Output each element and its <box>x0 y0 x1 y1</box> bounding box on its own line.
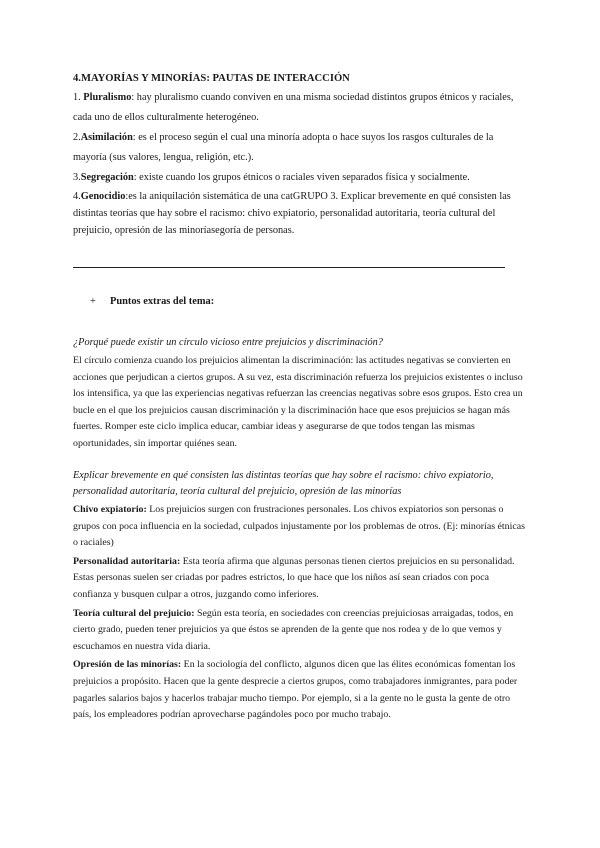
definitions-list <box>73 88 529 239</box>
question-1: ¿Porqué puede existir un círculo vicioso entre prejuicios y discriminación? <box>73 337 383 348</box>
definition-term: Segregación <box>80 172 134 183</box>
theory-term: Opresión de las minorías: <box>73 659 182 671</box>
definition-term: Pluralismo <box>83 92 132 103</box>
question-1-block <box>73 335 529 453</box>
theory-item: Chivo expiatorio: Los prejuicios surgen con frustraciones personales. Los chivos expiatorios son personas o grupos con poca influencia en la sociedad, culpados injustamente por los problemas de otros. (Ej: minorías étnicas o raciales) <box>73 504 525 549</box>
definition-term: Genocidio <box>80 191 126 202</box>
definition-term: Asimilación <box>80 132 133 143</box>
horizontal-divider <box>73 267 505 268</box>
definition-item: 4.Genocidio:es la aniquilación sistemática de una catGRUPO 3. Explicar brevemente en qué consisten las distintas teorías que hay sobre el racismo: chivo expiatorio, personalidad autoritaria, teoría cultural del prejuicio, opresión de las minoríasegoría de personas. <box>73 191 511 236</box>
theory-item: Teoría cultural del prejuicio: Según esta teoría, en sociedades con creencias prejuiciosas arraigadas, todos, en cierto grado, pueden tener prejuicios ya que éstos se aprenden de la gente que nos rodea y de lo que vemos y escuchamos en nuestra vida diaria. <box>73 607 514 652</box>
theory-term: Teoría cultural del prejuicio: <box>73 607 195 619</box>
definition-item: 3.Segregación: existe cuando los grupos étnicos o raciales viven separados física y socialmente. <box>73 172 470 183</box>
question-2-block <box>73 468 529 500</box>
theory-term: Chivo expiatorio: <box>73 504 147 515</box>
bullet-icon: + <box>90 296 96 307</box>
answer-1: El círculo comienza cuando los prejuicios alimentan la discriminación: las actitudes negativas se convierten en acciones que perjudican a ciertos grupos. A su vez, esta discriminación refuerza los prejuicios existentes o incluso los intensifica, ya que las experiencias negativas refuerzan las creencias negativas sobre esos grupos. Esto crea un bucle en el que los prejuicios causan discriminación y la discriminación hace que esos prejuicios se hagan más fuertes. Romper este ciclo implica educar, cambiar ideas y asegurarse de que todos tengan las mismas oportunidades, sin importar quiénes sean. <box>73 355 523 449</box>
theory-term: Personalidad autoritaria: <box>73 555 181 567</box>
definition-item: 1. Pluralismo: hay pluralismo cuando conviven en una misma sociedad distintos grupos étnicos y raciales, cada uno de ellos culturalmente heterogéneo. <box>73 92 514 123</box>
theory-item: Personalidad autoritaria: Esta teoría afirma que algunas personas tienen ciertos prejuicios en su personalidad. Estas personas suelen ser criadas por padres estrictos, lo que hace que los niños así sean criados con poca confianza y busquen culpar a otros, juzgando como inferiores. <box>73 555 515 600</box>
theory-item: Opresión de las minorías: En la sociología del conflicto, algunos dicen que las élites económicas fomentan los prejuicios a propósito. Hacen que la gente desprecie a ciertos grupos, como trabajadores inmigrantes, para poder pagarles salarios bajos y hacerlos trabajar mucho tiempo. Por ejemplo, si a la gente no le gusta la gente de otro país, los empleadores podrían aprovecharse pagándoles poco por mucho trabajo. <box>73 659 518 721</box>
section-header <box>73 72 529 86</box>
definition-item: 2.Asimilación: es el proceso según el cual una minoría adopta o hace suyos los rasgos culturales de la mayoría (sus valores, lengua, religión, etc.). <box>73 132 494 163</box>
theories-list <box>73 502 529 724</box>
extras-label: Puntos extras del tema: <box>110 296 215 307</box>
section-title: 4.MAYORÍAS Y MINORÍAS: PAUTAS DE INTERACCIÓN <box>73 73 350 84</box>
question-2: Explicar brevemente en qué consisten las distintas teorías que hay sobre el racismo: chivo expiatorio, personalidad autoritaria, teoría cultural del prejuicio, opresión de las minorías <box>73 470 494 497</box>
extras-heading <box>90 296 214 307</box>
